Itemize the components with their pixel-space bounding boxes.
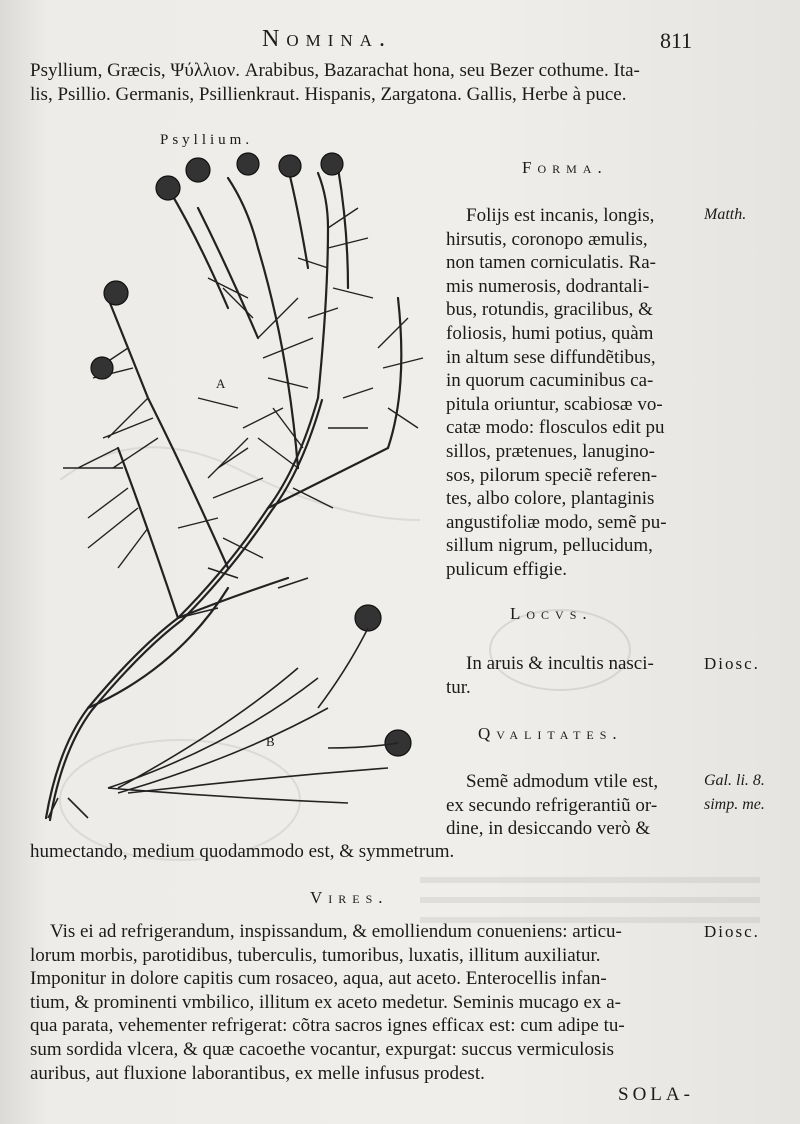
running-title: Nomina. bbox=[262, 26, 392, 52]
figure-label-a: A bbox=[216, 376, 226, 391]
qualitates-text bbox=[446, 770, 694, 841]
forma-heading: Forma. bbox=[522, 158, 608, 177]
margin-note-diosc-2: Diosc. bbox=[704, 922, 760, 941]
vires-heading: Vires. bbox=[310, 888, 389, 907]
names-line-1: Psyllium, Græcis, Ψύλλιον. Arabibus, Bazarachat hona, seu Bezer cothume. Ita- bbox=[30, 60, 640, 81]
text-line: sos, pilorum speciẽ referen- bbox=[446, 464, 658, 486]
qualitates-heading: Qvalitates. bbox=[478, 724, 623, 743]
text-line: non tamen corniculatis. Ra- bbox=[446, 252, 656, 274]
text-line: pulicum effigie. bbox=[446, 558, 568, 580]
figure-title: Psyllium. bbox=[160, 132, 254, 148]
text-line: tes, albo colore, plantaginis bbox=[446, 488, 655, 510]
text-line: sum sordida vlcera, & quæ cacoethe vocantur, expurgat: succus vermiculosis bbox=[30, 1038, 615, 1060]
text-line: in quorum cacuminibus ca- bbox=[446, 370, 654, 392]
text-line: hirsutis, coronopo æmulis, bbox=[446, 228, 648, 250]
text-line: Semẽ admodum vtile est, bbox=[466, 771, 659, 792]
text-line: tium, & prominenti vmbilico, illitum ex aceto medetur. Seminis mucago ex a- bbox=[30, 991, 621, 1013]
text-line: humectando, medium quodammodo est, & symmetrum. bbox=[30, 841, 455, 862]
text-line: Vis ei ad refrigerandum, inspissandum, & emolliendum conueniens: articu- bbox=[50, 921, 622, 942]
text-line: mis numerosis, dodrantali- bbox=[446, 275, 650, 297]
forma-text bbox=[446, 204, 694, 582]
locus-text bbox=[446, 652, 694, 699]
vires-text bbox=[30, 920, 698, 1085]
page-number: 811 bbox=[660, 28, 693, 53]
text-line: sillos, prætenues, lanugino- bbox=[446, 440, 655, 462]
margin-note-simp: simp. me. bbox=[704, 796, 765, 813]
text-line: lorum morbis, parotidibus, tuberculis, tumoribus, luxatis, illitum auxiliatur. bbox=[30, 944, 601, 966]
text-line: qua parata, vehementer refrigerat: cõtra sacros ignes efficax est: cum adipe tu- bbox=[30, 1015, 625, 1037]
text-line: in altum sese diffundẽtibus, bbox=[446, 346, 656, 368]
text-line: angustifoliæ modo, semẽ pu- bbox=[446, 511, 667, 533]
text-line: bus, rotundis, gracilibus, & bbox=[446, 299, 653, 321]
psyllium-woodcut-illustration bbox=[28, 148, 428, 838]
locus-heading: Locvs. bbox=[510, 604, 593, 623]
text-line: In aruis & incultis nasci- bbox=[466, 653, 654, 674]
text-line: ex secundo refrigerantiũ or- bbox=[446, 794, 658, 816]
catchword: SOLA- bbox=[618, 1084, 694, 1105]
text-line: pitula oriuntur, scabiosæ vo- bbox=[446, 393, 663, 415]
text-line: Imponitur in dolore capitis cum rosaceo, aqua, aut aceto. Enterocellis infan- bbox=[30, 968, 607, 990]
text-line: dine, in desiccando verò & bbox=[446, 818, 651, 840]
text-line: foliosis, humi potius, quàm bbox=[446, 322, 654, 344]
figure-label-b: B bbox=[266, 734, 275, 749]
text-line: Folijs est incanis, longis, bbox=[466, 205, 655, 226]
margin-note-diosc-1: Diosc. bbox=[704, 654, 760, 673]
names-line-2: lis, Psillio. Germanis, Psillienkraut. Hispanis, Zargatona. Gallis, Herbe à puce. bbox=[30, 84, 627, 105]
margin-note-matth: Matth. bbox=[704, 206, 747, 223]
text-line: catæ modo: flosculos edit pu bbox=[446, 417, 665, 439]
qualitates-full-line bbox=[30, 840, 698, 864]
text-line: auribus, aut fluxione laborantibus, ex melle infusus prodest. bbox=[30, 1062, 485, 1084]
text-line: sillum nigrum, pellucidum, bbox=[446, 535, 653, 557]
margin-note-galen: Gal. li. 8. bbox=[704, 772, 765, 789]
text-line: tur. bbox=[446, 676, 471, 698]
